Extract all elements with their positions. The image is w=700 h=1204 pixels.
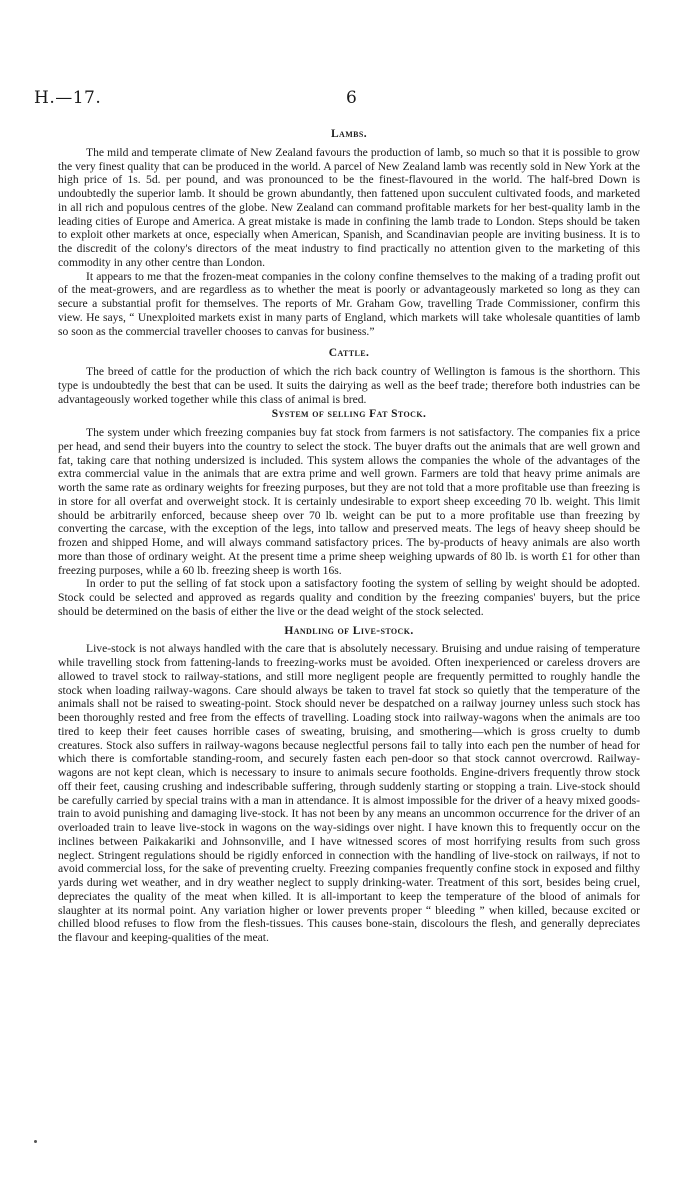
page-number: 6 [346, 88, 357, 108]
section-live-stock [58, 625, 640, 945]
margin-mark [34, 1140, 37, 1143]
section-title-cattle: Cattle. [328, 347, 370, 360]
section-title-fat-stock: System of selling Fat Stock. [271, 408, 427, 421]
section-fat-stock [58, 408, 640, 618]
section-title-live-stock: Handling of Live-stock. [284, 624, 414, 637]
section-lambs [58, 128, 640, 338]
paragraph: In order to put the selling of fat stock upon a satisfactory footing the system of selling by weight should be adopted. Stock could be selected and approved as regards quality and condition by the freezing companies' buyers, but the price should be determined on the basis of either the live or the dead weight of the stock selected. [58, 577, 640, 618]
section-cattle [58, 347, 640, 406]
paragraph: Live-stock is not always handled with the care that is absolutely necessary. Bruising and undue raising of temperature while travelling stock from fattening-lands to freezing-works must be avoided. Often inexperienced or careless drovers are allowed to travel stock to railway-stations, and still more negligent people are frequently permitted to roughly handle the stock when loading railway-wagons. Care should always be taken to travel fat stock so quietly that the temperature of the animals shall not be raised to sweating-point. Stock should never be despatched on a railway journey unless such stock has been thoroughly rested and free from the effects of travelling. Loading stock into railway-wagons when the animals are too tired to keep their feet causes horrible cases of sweating, bruising, and smothering—which is gross cruelty to dumb creatures. Stock also suffers in railway-wagons because neglectful persons fail to tally into each pen the number of head for which there is comfortable standing-room, and securely fasten each pen-door so that stock cannot overcrowd. Railway-wagons are not kept clean, which is necessary to insure to animals secure footholds. Engine-drivers frequently throw stock off their feet, causing crushing and indescribable suffering, through suddenly starting or stopping a train. Live-stock should be carefully carried by special trains with a man in attendance. It is almost impossible for the driver of a heavy mixed goods-train to avoid punishing and damaging live-stock. It has not been by any means an uncommon occurrence for the driver of an overloaded train to leave live-stock in wagons on the way-sidings over night. I have known this to frequently occur on the inclines between Paikakariki and Johnsonville, and I have witnessed scores of most horrifying results from such gross neglect. Stringent regulations should be rigidly enforced in connection with the handling of live-stock on railways, if not to avoid commercial loss, for the sake of preventing cruelty. Freezing companies frequently confine stock in exposed and filthy yards during wet weather, and in dry weather neglect to supply drinking-water. Treatment of this sort, besides being cruel, depreciates the quality of the meat when killed. It is all-important to keep the temperature of the blood of animals for slaughter at its normal point. Any variation higher or lower prevents proper “ bleeding ” when killed, because excited or chilled blood refuses to flow from the flesh-tissues. This causes bone-stain, discolours the flesh, and generally depreciates the flavour and keeping-qualities of the meat. [58, 642, 640, 944]
document-body [58, 128, 640, 945]
paragraph: The breed of cattle for the production of which the rich back country of Wellington is famous is the shorthorn. This type is undoubtedly the best that can be used. It suits the dairying as well as the beef trade; therefore both industries can be advantageously worked together while this class of animal is bred. [58, 365, 640, 406]
paragraph: The mild and temperate climate of New Zealand favours the production of lamb, so much so that it is possible to grow the very finest quality that can be produced in the world. A parcel of New Zealand lamb was recently sold in New York at the high price of 1s. 5d. per pound, and was pronounced to be the finest-flavoured in the world. The half-bred Down is undoubtedly the superior lamb. It should be grown abundantly, then fattened upon succulent cultivated foods, and marketed in all rich and populous centres of the globe. New Zealand can command profitable markets for her best-quality lamb in the leading cities of Europe and America. A great mistake is made in confining the lamb trade to London. Steps should be taken to exploit other markets at once, especially when American, Spanish, and Scandinavian people are inviting business. It is to the discredit of the colony's directors of the meat industry to find practically no attention given to the marketing of this commodity in any other centre than London. [58, 145, 640, 269]
paragraph: It appears to me that the frozen-meat companies in the colony confine themselves to the making of a trading profit out of the meat-growers, and are regardless as to whether the meat is poorly or advantageously marketed so long as they can secure a substantial profit for themselves. The reports of Mr. Graham Gow, travelling Trade Commissioner, confirm this view. He says, “ Unexploited markets exist in many parts of England, which markets will take wholesale quantities of lamb so soon as the commercial traveller chooses to canvas for business.” [58, 269, 640, 338]
section-title-lambs: Lambs. [330, 128, 368, 140]
document-reference: H.—17. [34, 88, 102, 108]
paragraph: The system under which freezing companies buy fat stock from farmers is not satisfactory. The companies fix a price per head, and send their buyers into the country to select the stock. The buyer drafts out the animals that are well grown and fat, taking care that nothing undersized is included. This system allows the companies the whole of the advantages of the extra commercial value in the animals that are extra prime and well grown. Farmers are told that heavy prime animals are worth the same rate as ordinary weights for freezing purposes, but they are not told that a more profitable use than freezing is in store for all overfat and overweight stock. It is certainly undesirable to export sheep exceeding 70 lb. weight. This limit should be arbitrarily enforced, because sheep over 70 lb. weight can be put to a more profitable use than freezing by converting the carcase, with the exception of the legs, into tallow and preserved meats. The legs of heavy sheep should be frozen and shipped Home, and will always command satisfactory prices. The by-products of heavy animals are also worth more than those of ordinary weight. At the present time a prime sheep weighing upwards of 80 lb. is worth £1 for other than freezing purposes, while a 60 lb. freezing sheep is worth 16s. [58, 426, 640, 577]
